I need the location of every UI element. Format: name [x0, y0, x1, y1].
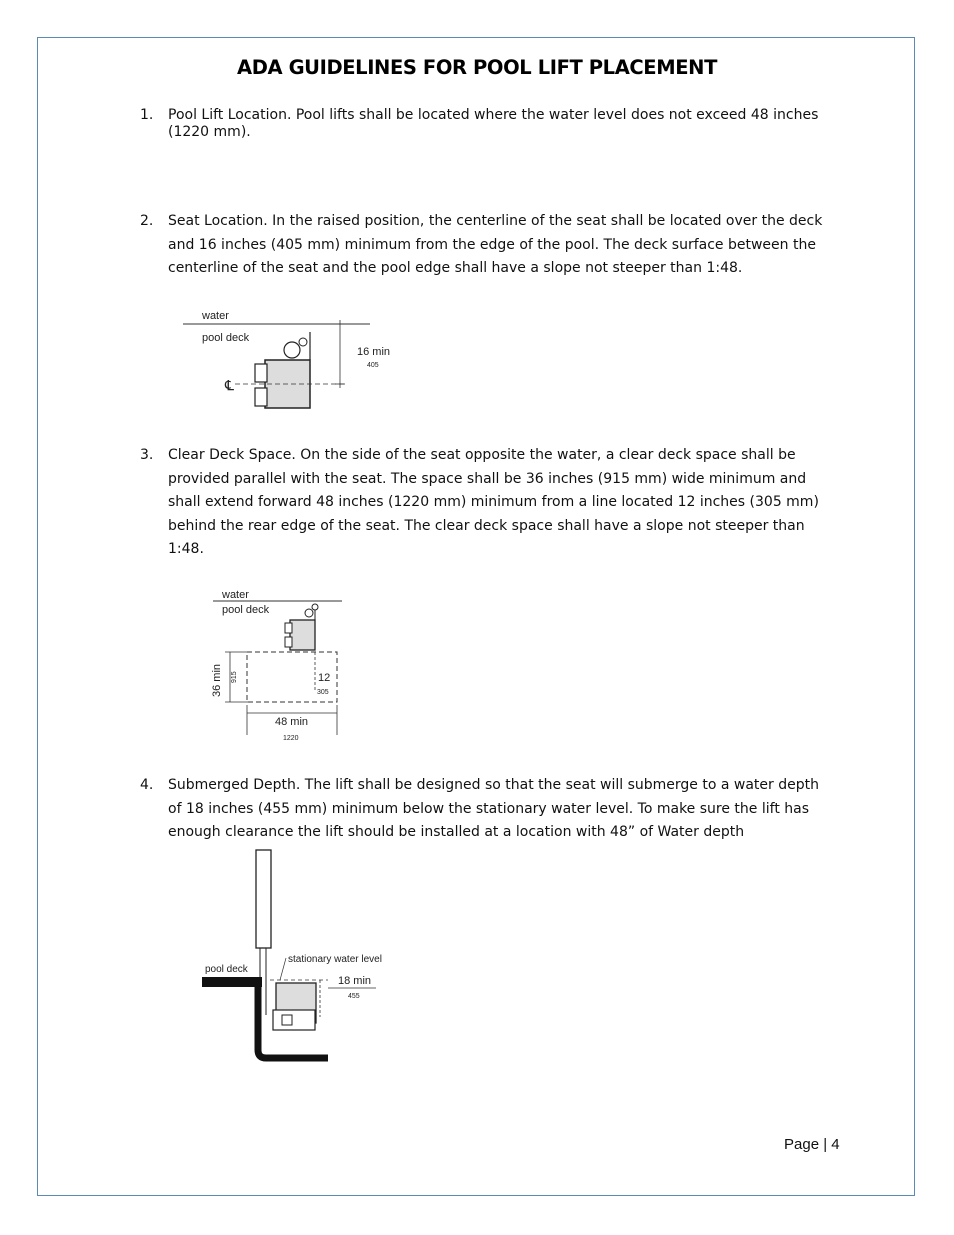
page-number: Page | 4: [784, 1136, 840, 1153]
dim-18-min: 18 min: [338, 975, 372, 987]
page-title: ADA GUIDELINES FOR POOL LIFT PLACEMENT: [237, 56, 717, 79]
dim-455: 455: [348, 993, 360, 1000]
label-pool-deck: pool deck: [222, 604, 270, 616]
item-number: 1.: [140, 107, 154, 123]
label-water-level: stationary water level: [288, 954, 382, 965]
dim-48-min: 48 min: [275, 716, 309, 728]
dim-12: 12: [318, 672, 331, 684]
item-number: 2.: [140, 213, 154, 229]
label-water: water: [202, 310, 229, 322]
item-text: Seat Location. In the raised position, the centerline of the seat shall be located over the deck and 16 inches (405 mm) minimum from the edge of the pool. The deck surface between the centerline of the seat and the pool edge shall have a slope not steeper than 1:48.: [168, 213, 823, 276]
dim-36-min: 36 min: [211, 663, 223, 697]
dim-915: 915: [231, 671, 238, 683]
clear-deck-diagram: [205, 585, 355, 745]
item-number: 3.: [140, 447, 154, 463]
item-text: Submerged Depth. The lift shall be designed so that the seat will submerge to a water depth of 18 inches (455 mm) minimum below the stationary water level. To make sure the lift has enough clearance the lift should be installed at a location with 48” of Water depth: [168, 777, 819, 840]
item-text: Pool Lift Location. Pool lifts shall be located where the water level does not exceed 48 inches (1220 mm).: [168, 107, 819, 140]
label-water: water: [222, 589, 249, 601]
dim-405: 405: [367, 362, 379, 369]
label-pool-deck: pool deck: [205, 964, 248, 975]
label-pool-deck: pool deck: [202, 332, 250, 344]
dim-1220: 1220: [283, 735, 299, 742]
item-number: 4.: [140, 777, 154, 793]
dim-16-min: 16 min: [357, 346, 391, 358]
dim-305: 305: [317, 689, 329, 696]
submerged-depth-diagram: [198, 845, 403, 1065]
item-text: Clear Deck Space. On the side of the seat opposite the water, a clear deck space shall be provided parallel with the seat. The space shall be 36 inches (915 mm) wide minimum and shall extend forward 48 inches (1220 mm) minimum from a line located 12 inches (305 mm) behind the rear edge of the seat. The clear deck space shall have a slope not steeper than 1:48.: [168, 447, 819, 557]
svg-text:℄: ℄: [225, 377, 234, 393]
seat-location-diagram: [175, 300, 415, 415]
